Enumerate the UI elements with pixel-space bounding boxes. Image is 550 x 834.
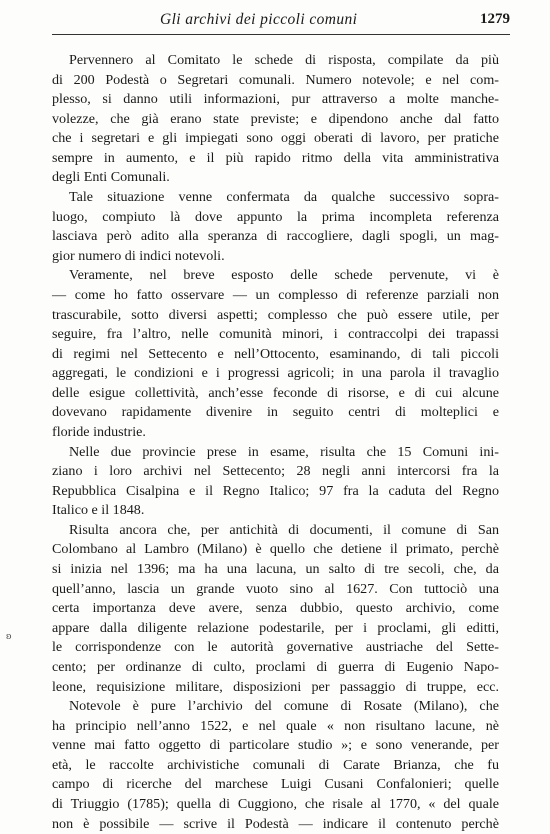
text-line: degli Enti Comunali. — [52, 169, 170, 186]
text-line: età, le raccolte archivistiche comunali di Carate Brianza, che fu — [52, 756, 499, 773]
text-line: Notevole è pure l’archivio del comune di Rosate (Milano), che — [69, 698, 499, 715]
text-line: Veramente, nel breve esposto delle schede pervenute, vi è — [69, 267, 499, 284]
text-line: appare dalla diligente relazione podestarile, per i proclami, gli editti, — [52, 619, 499, 636]
text-line: quell’anno, lascia un grande vuoto sino al 1627. Con tuttociò una — [52, 580, 499, 597]
text-line: leone, requisizione militare, disposizioni per passaggio di truppe, ecc. — [52, 678, 499, 695]
text-line: — come ho fatto osservare — un complesso di referenze parziali non — [52, 286, 499, 303]
text-line: di 200 Podestà o Segretari comunali. Numero notevole; e nel com- — [52, 71, 499, 88]
text-line: Nelle due provincie prese in esame, risulta che 15 Comuni ini- — [69, 443, 499, 460]
text-line: Risulta ancora che, per antichità di documenti, il comune di San — [69, 521, 499, 538]
text-line: campo di ricerche del marchese Luigi Cusani Confalonieri; quelle — [52, 776, 499, 793]
text-line: ziano i loro archivi nel Settecento; 28 negli anni intercorsi fra la — [52, 463, 499, 480]
page-number: 1279 — [480, 11, 510, 27]
text-line: cento; per ordinanze di culto, proclami di guerra di Eugenio Napo- — [52, 658, 499, 675]
text-line: non è possibile — scrive il Podestà — indicare il contenuto perchè — [52, 815, 499, 832]
text-line: aggregati, le condizioni e i progressi agricoli; in una parola il travaglio — [52, 365, 499, 382]
text-line: si inizia nel 1396; ma ha una lacuna, un salto di tre secoli, che, da — [52, 561, 499, 578]
text-line: delle esigue collettività, anch’esse feconde di risorse, e di cui alcune — [52, 384, 499, 401]
text-line: sempre in aumento, e il più rapido ritmo della vita amministrativa — [52, 149, 499, 166]
text-line: luogo, compiuto là dove appunto la prima incompleta referenza — [52, 208, 499, 225]
margin-mark: ʚ — [6, 632, 12, 642]
text-line: volezze, che già erano state previste; e dipendono anche dal fatto — [52, 110, 499, 127]
text-line: che i segretari e gli impiegati sono oggi oberati di lavoro, per pratiche — [52, 130, 499, 147]
text-line: Colombano al Lambro (Milano) è quello che detiene il primato, perchè — [52, 541, 499, 558]
text-line: di regimi nel Settecento e nell’Ottocento, esaminando, di tali piccoli — [52, 345, 499, 362]
text-line: venne mai fatto oggetto di particolare studio »; e sono venerande, per — [52, 737, 499, 754]
text-line: Tale situazione venne confermata da qualche successivo sopra- — [69, 189, 499, 206]
text-line: dovevano rapidamente divenire in seguito centri di molteplici e — [52, 404, 499, 421]
body-text — [52, 51, 499, 834]
header-rule — [52, 34, 510, 35]
text-line: gior numero di indici notevoli. — [52, 247, 225, 264]
text-line: plesso, si danno utili informazioni, pur attraverso a molte manche- — [52, 91, 499, 108]
running-head: Gli archivi dei piccoli comuni — [160, 11, 358, 28]
text-line: Italico e il 1848. — [52, 502, 145, 519]
text-line: certa importanza deve avere, senza dubbio, questo archivio, come — [52, 600, 499, 617]
text-line: seguire, fra l’altro, nelle comunità minori, i contraccolpi dei trapassi — [52, 326, 499, 343]
page-header — [52, 8, 510, 32]
text-line: trascurabile, sotto diversi aspetti; complesso che può essere utile, per — [52, 306, 499, 323]
text-line: Repubblica Cisalpina e il Regno Italico; 97 fra la caduta del Regno — [52, 482, 499, 499]
text-line: lasciava però adito alla speranza di raccogliere, dagli spogli, un mag- — [52, 228, 499, 245]
text-line: ha principio nell’anno 1522, e nel quale « non risultano lacune, nè — [52, 717, 499, 734]
text-line: Pervennero al Comitato le schede di risposta, compilate da più — [69, 52, 499, 68]
text-line: floride industrie. — [52, 423, 146, 440]
text-line: di Triuggio (1785); quella di Cuggiono, che risale al 1770, « del quale — [52, 795, 499, 812]
text-line: le corrispondenze con le autorità governative austriache del Sette- — [52, 639, 499, 656]
